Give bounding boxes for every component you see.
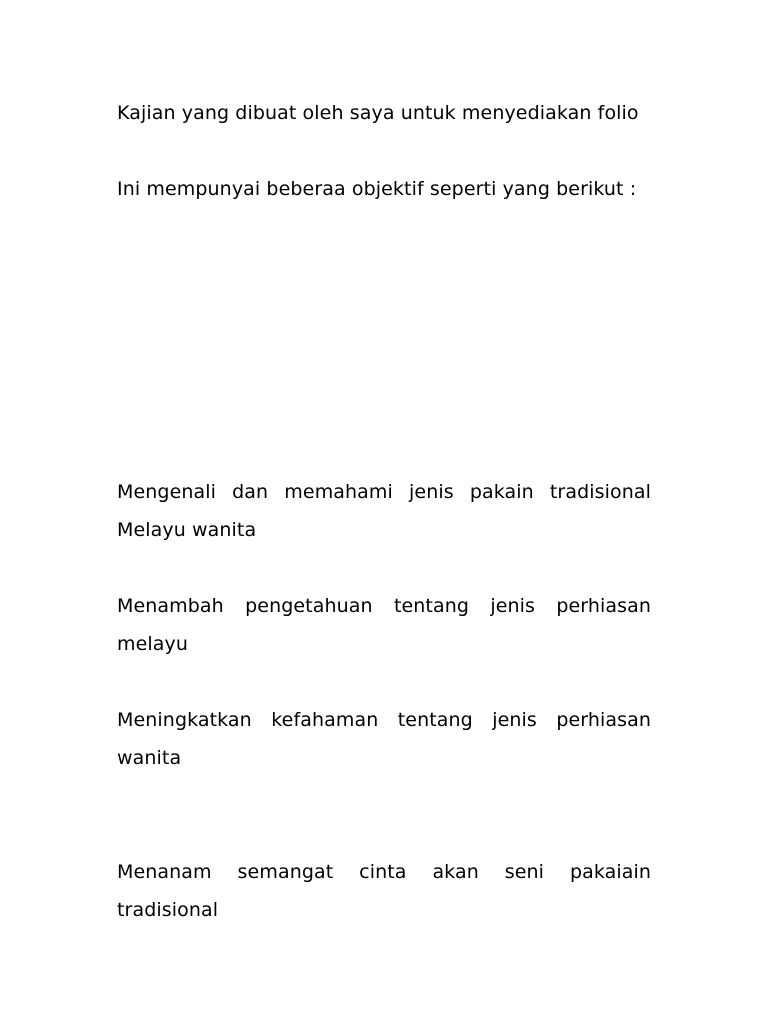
objective-paragraph: Meningkatkan kefahaman tentang jenis perhiasan wanita (117, 709, 651, 769)
intro-paragraph: Ini mempunyai beberaa objektif seperti yang berikut : (117, 178, 637, 200)
objective-paragraph: Menambah pengetahuan tentang jenis perhiasan melayu (117, 595, 651, 655)
intro-paragraph: Kajian yang dibuat oleh saya untuk menyediakan folio (117, 102, 639, 124)
objective-paragraph: Menanam semangat cinta akan seni pakaiain tradisional (117, 861, 651, 921)
objective-paragraph: Mengenali dan memahami jenis pakain tradisional Melayu wanita (117, 481, 651, 541)
